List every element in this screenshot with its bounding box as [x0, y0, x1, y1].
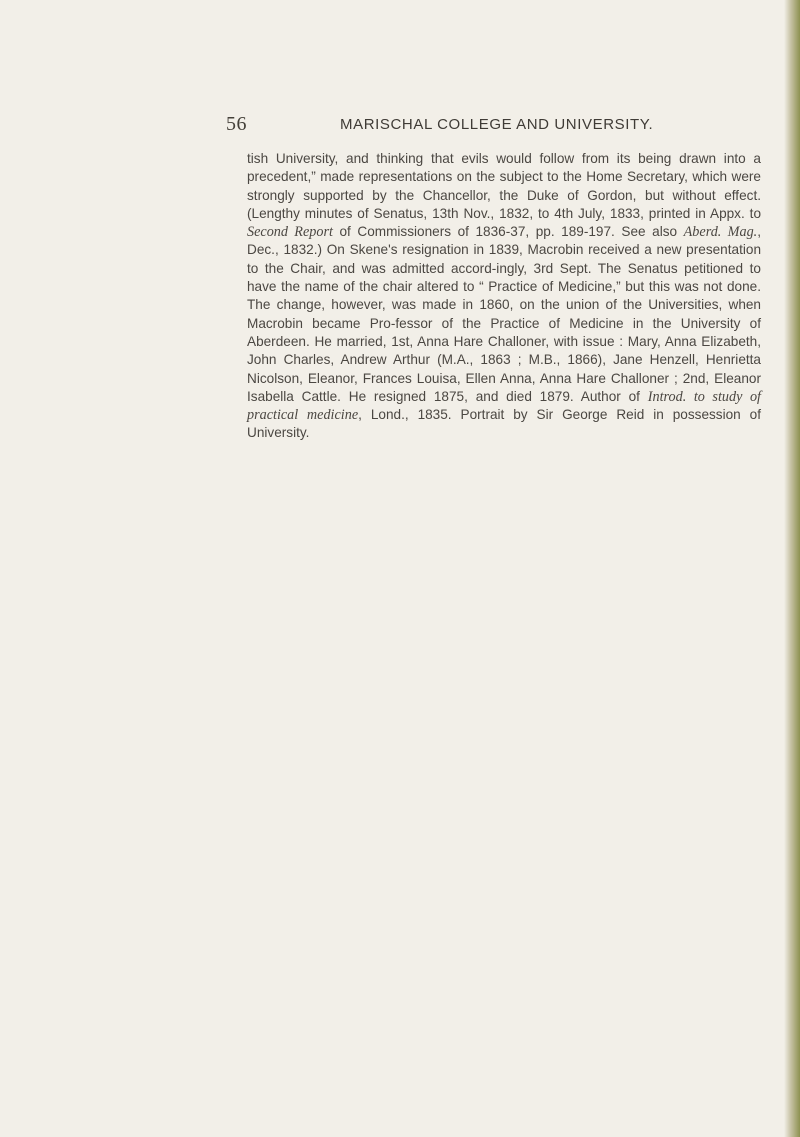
running-title: MARISCHAL COLLEGE AND UNIVERSITY.	[340, 116, 654, 133]
italic-title-second-report: Second Report	[247, 224, 333, 241]
body-text-segment: , Lond., 1835. Portrait by Sir George Reid in possession of University.	[247, 407, 761, 441]
page-number: 56	[226, 113, 247, 135]
body-text-segment: tish University, and thinking that evils would follow from its being drawn into a precedent,” made representations on the subject to the Home Secretary, which were strongly supported by the Chancellor, the Duke of Gordon, but without effect. (Lengthy minutes of Senatus, 13th Nov., 1832, to 4th July, 1833, printed in Appx. to	[247, 151, 761, 221]
body-text-segment: of Commissioners of 1836-37, pp. 189-197. See also	[332, 224, 684, 240]
body-paragraph	[247, 150, 761, 443]
body-text-segment: , Dec., 1832.) On Skene's resignation in 1839, Macrobin received a new presentation to the Chair, and was admitted accord-ingly, 3rd Sept. The Senatus petitioned to have the name of the chair altered to “ Practice of Medicine,” but this was not done. The change, however, was made in 1860, on the union of the Universities, when Macrobin became Pro-fessor of the Practice of Medicine in the University of Aberdeen. He married, 1st, Anna Hare Challoner, with issue : Mary, Anna Elizabeth, John Charles, Andrew Arthur (M.A., 1863 ; M.B., 1866), Jane Henzell, Henrietta Nicolson, Eleanor, Frances Louisa, Ellen Anna, Anna Hare Challoner ; 2nd, Eleanor Isabella Cattle. He resigned 1875, and died 1879. Author of	[247, 224, 761, 404]
page-edge	[784, 0, 800, 1137]
italic-title-aberdeen-magazine: Aberd. Mag.	[683, 224, 758, 241]
page-header	[226, 113, 761, 139]
italic-title-introduction: Introd. to study of practical medicine	[247, 388, 761, 424]
